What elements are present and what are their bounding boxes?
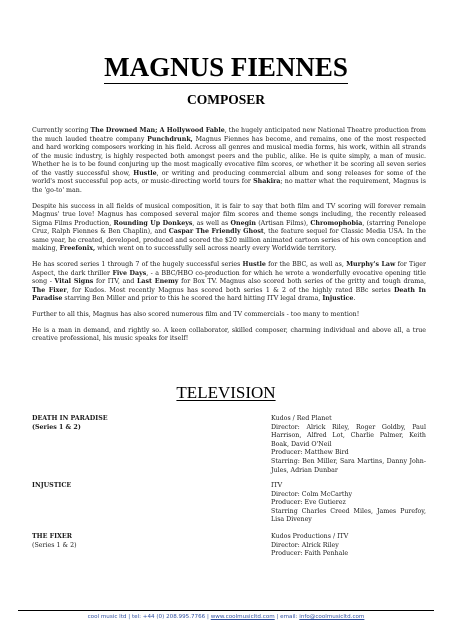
bio-title-highlight: Hustle xyxy=(242,261,266,269)
footer-website-link[interactable]: www.coolmusicltd.com xyxy=(210,614,275,620)
page-subtitle: COMPOSER xyxy=(186,92,265,107)
bio-text: for ITV, and xyxy=(93,278,137,286)
bio-paragraph xyxy=(32,203,426,254)
credit-series: (Series 1 & 2) xyxy=(32,423,81,431)
bio-text: , the feature sequel for Classic Media USA. In the same year, he created, developed, produced and scored the $20 million animated cartoon series of his own conception and making, xyxy=(32,228,426,253)
bio-text: He has scored series 1 through 7 of the hugely successful series xyxy=(32,261,243,269)
bio-text: , as well as xyxy=(192,219,231,227)
credit-details xyxy=(271,482,426,525)
bio-text: Magnus Fiennes has become, and remains, one of the most respected and hard working composers working in his field. Across all genres and musical media forms, his work, within all strands of the music industry, is highly respected both amongst peers and the public, alike. He is quite simply, a man of music. Whether he is to be found conjuring up the most magically evocative film scores, or whether it be scoring all seven series of the vastly successful show, xyxy=(32,135,427,177)
credit-detail-line: Kudos Productions / ITV xyxy=(271,533,349,540)
bio-text: ; no matter what the requirement, Magnus is the 'go-to' man. xyxy=(32,178,426,194)
bio-paragraph xyxy=(32,261,426,304)
section-heading-television xyxy=(0,383,452,403)
bio-title-highlight: Death In Paradise xyxy=(32,286,427,303)
title-underline xyxy=(104,83,348,84)
credit-details xyxy=(271,533,426,559)
credit-details xyxy=(271,415,426,475)
credit-title-block xyxy=(32,482,202,491)
bio-paragraph xyxy=(32,127,426,195)
credit-detail-line: Producer: Matthew Bird xyxy=(271,449,349,457)
bio-text: Further to all this, Magnus has also scored numerous film and TV commercials - too many to mention! xyxy=(32,310,360,318)
bio-text: , (starring Penelope Cruz, Ralph Fiennes & Ben Chaplin), and xyxy=(32,219,426,236)
bio-title-highlight: Chromophobia xyxy=(310,219,363,227)
credit-series: (Series 1 & 2) xyxy=(32,541,77,549)
bio-text: Despite his success in all fields of musical composition, it is fair to say that both film and TV scoring will forever remain Magnus' true love! Magnus has composed several major film scores and theme songs including, the recently released Sigma Films Production, xyxy=(32,202,426,227)
credit-title-block xyxy=(32,533,202,550)
footer-email-link[interactable]: info@coolmusicltd.com xyxy=(299,614,365,620)
bio-title-highlight: Caspar The Friendly Ghost xyxy=(168,228,264,236)
credit-detail-line: Starring Charles Creed Miles, James Purefoy, Lisa Diveney xyxy=(271,507,426,524)
credit-detail-line: Director: Alrick Riley xyxy=(271,541,339,549)
bio-paragraph xyxy=(32,327,426,344)
bio-title-highlight: Punchdrunk, xyxy=(147,135,193,143)
bio-text: , or writing and producing commercial album and song releases for some of the world's most successful pop acts, or music-directing world tours for xyxy=(32,169,426,186)
credit-detail-line: Producer: Faith Penhale xyxy=(271,550,349,558)
bio-text: Currently scoring xyxy=(32,127,91,134)
footer-email-label: email: xyxy=(280,614,300,620)
bio-paragraph xyxy=(32,311,426,320)
bio-title-highlight: Onegin xyxy=(230,219,256,227)
footer-contact xyxy=(0,614,452,620)
page-title: MAGNUS FIENNES xyxy=(104,52,348,82)
bio-text: (Artisan Films), xyxy=(255,219,311,227)
credit-detail-line: Director: Colm McCarthy xyxy=(271,490,353,498)
bio-title-highlight: Last Enemy xyxy=(136,278,179,286)
bio-text: . xyxy=(353,295,356,303)
credit-title: DEATH IN PARADISE xyxy=(32,415,108,422)
biography xyxy=(32,127,426,351)
footer-separator: | xyxy=(205,614,211,620)
credit-detail-line: Director: Alrick Riley, Roger Goldby, Paul Harrison, Alfred Lot, Charlie Palmer, Keith Boak, David O'Neil xyxy=(271,423,426,448)
bio-title-highlight: Five Days xyxy=(112,269,147,277)
bio-title-highlight: Freefonix, xyxy=(59,245,96,253)
credit-detail-line: ITV xyxy=(271,482,283,489)
credit-title: THE FIXER xyxy=(32,533,72,540)
credit-title: INJUSTICE xyxy=(32,482,72,489)
bio-title-highlight: Shakira xyxy=(253,178,281,186)
credit-detail-line: Producer: Eve Gutierez xyxy=(271,499,346,507)
credit-detail-line: Starring: Ben Miller, Sara Martins, Danny John-Jules, Adrian Dunbar xyxy=(271,457,426,474)
bio-title-highlight: The Drowned Man; A Hollywood Fable xyxy=(90,127,225,134)
bio-text: which went on to successfully sell across nearly every Worldwide territory. xyxy=(95,245,337,253)
bio-text: for Tiger Aspect, the dark thriller xyxy=(32,261,426,277)
bio-text: for Box TV. Magnus also scored both series of the gritty and tough drama, xyxy=(178,278,427,286)
bio-text: starring Ben Miller and prior to this he scored the hard hitting ITV legal drama, xyxy=(62,295,323,303)
bio-title-highlight: Injustice xyxy=(322,295,354,303)
bio-title-highlight: Vital Signs xyxy=(54,278,94,286)
section-heading-text: TELEVISION xyxy=(176,383,276,402)
credit-title-block xyxy=(32,415,202,432)
bio-title-highlight: Murphy's Law xyxy=(346,261,396,269)
bio-text: , the hugely anticipated new National Theatre production from the much lauded theatre company xyxy=(32,127,427,143)
bio-title-highlight: Hustle xyxy=(133,169,157,177)
bio-text: , for Kudos. Most recently Magnus has scored both series 1 & 2 of the highly rated BBc series xyxy=(66,286,394,294)
bio-text: , - a BBC/HBO co-production for which he wrote a wonderfully evocative opening title song - xyxy=(32,269,427,286)
footer-separator: | xyxy=(126,614,132,620)
credit-detail-line: Kudos / Red Planet xyxy=(271,415,332,422)
bio-title-highlight: Rounding Up Donkeys xyxy=(113,219,193,227)
footer-separator: | xyxy=(274,614,281,620)
bio-text: for the BBC, as well as, xyxy=(265,261,347,269)
bio-text: He is a man in demand, and rightly so. A keen collaborator, skilled composer, charming individual and above all, a true creative professional, his music speaks for itself! xyxy=(32,326,426,343)
bio-title-highlight: The Fixer xyxy=(32,286,67,294)
footer-phone: tel: +44 (0) 208.995.7766 xyxy=(131,614,206,620)
footer-divider xyxy=(18,610,434,611)
footer-company: cool music ltd xyxy=(87,614,127,620)
